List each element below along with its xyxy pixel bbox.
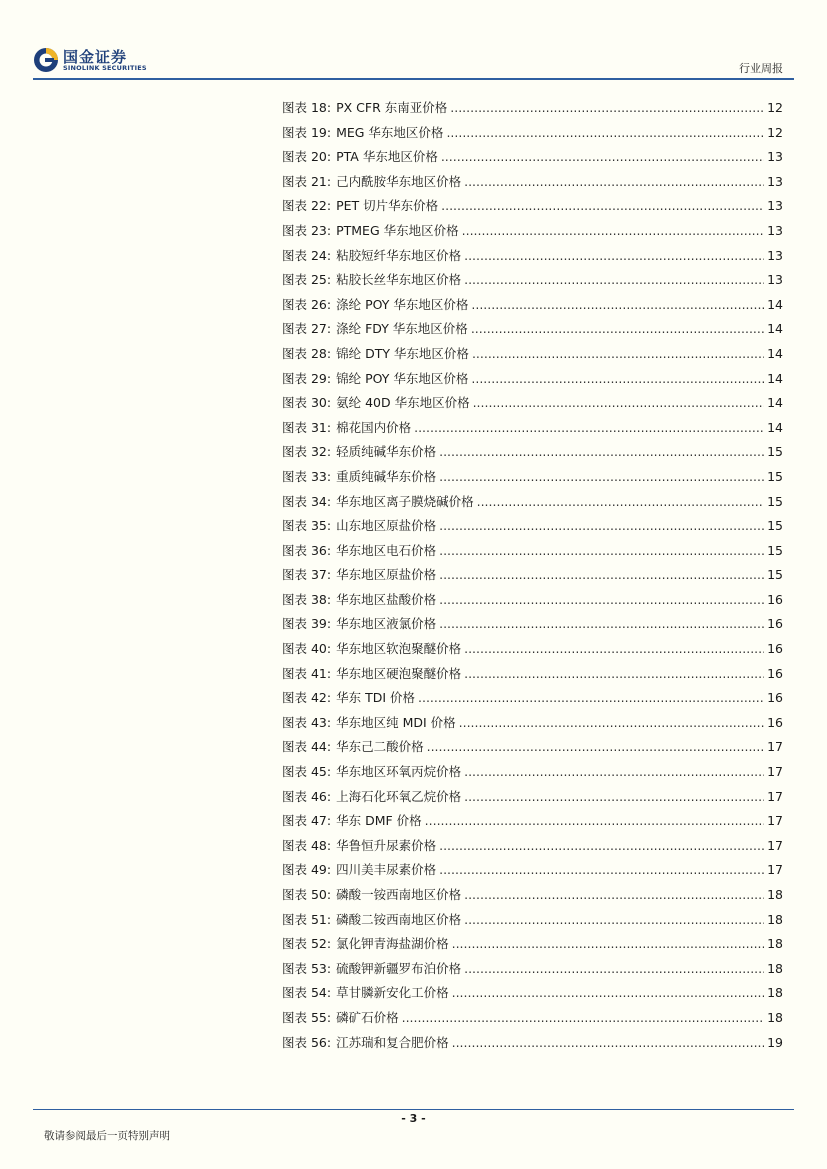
toc-entry-page: 16 bbox=[767, 591, 783, 607]
toc-entry[interactable] bbox=[282, 1033, 783, 1058]
toc-dot-leader bbox=[441, 198, 764, 213]
toc-entry-title: 华东地区环氧丙烷价格 bbox=[336, 764, 462, 780]
toc-entry[interactable] bbox=[282, 172, 783, 197]
toc-entry-title: 草甘膦新安化工价格 bbox=[336, 985, 449, 1001]
toc-entry-page: 17 bbox=[767, 739, 783, 755]
toc-dot-leader bbox=[464, 912, 764, 927]
toc-dot-leader bbox=[439, 543, 764, 558]
toc-entry[interactable] bbox=[282, 983, 783, 1008]
page-number: - 3 - bbox=[401, 1112, 426, 1125]
toc-dot-leader bbox=[439, 567, 764, 582]
toc-entry-number: 图表 33: bbox=[282, 468, 332, 484]
toc-dot-leader bbox=[464, 641, 764, 656]
toc-entry-page: 14 bbox=[767, 321, 783, 337]
toc-dot-leader bbox=[477, 494, 764, 509]
toc-entry-page: 14 bbox=[767, 419, 783, 435]
toc-entry-title: 华东 DMF 价格 bbox=[336, 813, 422, 829]
toc-entry[interactable] bbox=[282, 147, 783, 172]
toc-entry[interactable] bbox=[282, 934, 783, 959]
toc-entry-page: 17 bbox=[767, 862, 783, 878]
toc-entry[interactable] bbox=[282, 442, 783, 467]
toc-entry-number: 图表 49: bbox=[282, 862, 332, 878]
toc-entry[interactable] bbox=[282, 196, 783, 221]
toc-entry-title: 锦纶 POY 华东地区价格 bbox=[336, 370, 469, 386]
toc-entry-page: 15 bbox=[767, 518, 783, 534]
report-type-label: 行业周报 bbox=[739, 62, 783, 75]
toc-entry-page: 15 bbox=[767, 468, 783, 484]
toc-entry-number: 图表 36: bbox=[282, 542, 332, 558]
toc-dot-leader bbox=[418, 690, 764, 705]
toc-entry-title: PTMEG 华东地区价格 bbox=[336, 222, 459, 238]
toc-entry-number: 图表 28: bbox=[282, 345, 332, 361]
toc-dot-leader bbox=[452, 985, 764, 1000]
toc-entry-title: PET 切片华东价格 bbox=[336, 198, 439, 214]
toc-entry-title: 己内酰胺华东地区价格 bbox=[336, 173, 462, 189]
toc-entry-label bbox=[282, 1008, 399, 1026]
toc-entry-title: 粘胶短纤华东地区价格 bbox=[336, 247, 462, 263]
toc-entry-page: 18 bbox=[767, 985, 783, 1001]
logo-chinese-name: 国金证券 bbox=[63, 48, 128, 66]
toc-entry-page: 15 bbox=[767, 493, 783, 509]
toc-entry[interactable] bbox=[282, 98, 783, 123]
toc-entry-label bbox=[282, 688, 415, 706]
toc-entry-page: 18 bbox=[767, 960, 783, 976]
toc-entry-number: 图表 50: bbox=[282, 887, 332, 902]
toc-entry-number: 图表 56: bbox=[282, 1034, 332, 1050]
toc-entry-title: 粘胶长丝华东地区价格 bbox=[336, 272, 462, 288]
toc-entry-number: 图表 18: bbox=[282, 100, 332, 115]
toc-entry-page: 18 bbox=[767, 936, 783, 952]
toc-dot-leader bbox=[471, 321, 764, 336]
toc-entry-title: 棉花国内价格 bbox=[336, 419, 412, 435]
toc-entry-page: 13 bbox=[767, 247, 783, 263]
toc-dot-leader bbox=[439, 616, 764, 631]
toc-entry-label bbox=[282, 393, 470, 411]
toc-dot-leader bbox=[439, 862, 764, 877]
toc-entry[interactable] bbox=[282, 467, 783, 492]
toc-entry-page: 15 bbox=[767, 567, 783, 583]
toc-dot-leader bbox=[472, 346, 764, 361]
toc-entry-title: MEG 华东地区价格 bbox=[336, 124, 444, 140]
toc-dot-leader bbox=[450, 100, 764, 115]
toc-entry-number: 图表 44: bbox=[282, 739, 332, 755]
toc-entry-title: 硫酸钾新疆罗布泊价格 bbox=[336, 960, 462, 976]
toc-entry-title: 华东地区原盐价格 bbox=[336, 567, 437, 583]
toc-dot-leader bbox=[452, 1035, 764, 1050]
toc-entry-title: 上海石化环氧乙烷价格 bbox=[336, 788, 462, 804]
toc-entry-page: 17 bbox=[767, 764, 783, 780]
toc-entry-page: 16 bbox=[767, 665, 783, 681]
toc-entry-title: 华东 TDI 价格 bbox=[336, 690, 415, 706]
toc-entry-title: 华东地区盐酸价格 bbox=[336, 591, 437, 607]
toc-entry[interactable] bbox=[282, 541, 783, 566]
toc-entry-label bbox=[282, 467, 436, 485]
toc-entry-title: PTA 华东地区价格 bbox=[336, 149, 438, 165]
toc-entry-label bbox=[282, 713, 456, 731]
toc-entry[interactable] bbox=[282, 369, 783, 394]
figure-index-list bbox=[282, 98, 783, 1057]
toc-dot-leader bbox=[441, 149, 764, 164]
toc-entry-page: 17 bbox=[767, 837, 783, 853]
toc-dot-leader bbox=[464, 248, 764, 263]
toc-entry-page: 13 bbox=[767, 149, 783, 165]
toc-entry[interactable] bbox=[282, 811, 783, 836]
toc-entry-number: 图表 25: bbox=[282, 272, 332, 288]
disclaimer-text: 敬请参阅最后一页特别声明 bbox=[44, 1130, 170, 1142]
toc-entry-number: 图表 47: bbox=[282, 813, 332, 829]
toc-dot-leader bbox=[439, 444, 764, 459]
toc-entry[interactable] bbox=[282, 860, 783, 885]
toc-entry-number: 图表 24: bbox=[282, 247, 332, 263]
toc-entry-title: PX CFR 东南亚价格 bbox=[336, 100, 448, 115]
toc-entry-label bbox=[282, 270, 461, 288]
toc-entry-number: 图表 41: bbox=[282, 665, 332, 681]
toc-entry-number: 图表 30: bbox=[282, 395, 332, 411]
toc-entry-page: 18 bbox=[767, 1009, 783, 1025]
header-divider bbox=[33, 78, 794, 80]
toc-entry-label bbox=[282, 492, 474, 510]
toc-entry-page: 13 bbox=[767, 198, 783, 214]
toc-dot-leader bbox=[459, 715, 764, 730]
toc-entry-page: 13 bbox=[767, 272, 783, 288]
toc-dot-leader bbox=[464, 764, 764, 779]
toc-entry-number: 图表 23: bbox=[282, 222, 332, 238]
toc-entry-number: 图表 53: bbox=[282, 960, 332, 976]
toc-entry-title: 江苏瑞和复合肥价格 bbox=[336, 1034, 449, 1050]
toc-entry-label bbox=[282, 639, 461, 657]
toc-entry-number: 图表 20: bbox=[282, 149, 332, 165]
toc-entry[interactable] bbox=[282, 319, 783, 344]
toc-dot-leader bbox=[464, 887, 764, 902]
logo-english-name: SINOLINK SECURITIES bbox=[63, 64, 147, 72]
toc-entry-title: 涤纶 POY 华东地区价格 bbox=[336, 296, 469, 312]
toc-entry[interactable] bbox=[282, 910, 783, 935]
toc-entry[interactable] bbox=[282, 246, 783, 271]
toc-entry-label bbox=[282, 885, 461, 903]
toc-entry-page: 16 bbox=[767, 714, 783, 730]
toc-entry[interactable] bbox=[282, 418, 783, 443]
toc-entry[interactable] bbox=[282, 836, 783, 861]
toc-dot-leader bbox=[464, 666, 764, 681]
toc-entry-page: 12 bbox=[767, 124, 783, 140]
toc-entry-number: 图表 52: bbox=[282, 936, 332, 952]
toc-entry[interactable] bbox=[282, 737, 783, 762]
toc-dot-leader bbox=[446, 125, 764, 140]
toc-entry-page: 18 bbox=[767, 911, 783, 927]
toc-entry-number: 图表 38: bbox=[282, 591, 332, 607]
toc-entry-number: 图表 27: bbox=[282, 321, 332, 337]
toc-entry-number: 图表 34: bbox=[282, 493, 332, 509]
toc-entry[interactable] bbox=[282, 787, 783, 812]
toc-entry-title: 华东地区纯 MDI 价格 bbox=[336, 714, 456, 730]
toc-entry[interactable] bbox=[282, 344, 783, 369]
toc-dot-leader bbox=[439, 518, 764, 533]
toc-dot-leader bbox=[439, 469, 764, 484]
toc-entry-number: 图表 32: bbox=[282, 444, 332, 460]
toc-entry-label bbox=[282, 664, 461, 682]
toc-entry-label bbox=[282, 836, 436, 854]
toc-entry-page: 13 bbox=[767, 222, 783, 238]
toc-entry[interactable] bbox=[282, 295, 783, 320]
toc-entry-page: 14 bbox=[767, 395, 783, 411]
toc-entry-number: 图表 42: bbox=[282, 690, 332, 706]
toc-entry-page: 16 bbox=[767, 690, 783, 706]
toc-entry-label bbox=[282, 344, 469, 362]
toc-entry-title: 氯化钾青海盐湖价格 bbox=[336, 936, 449, 952]
toc-entry-label bbox=[282, 983, 449, 1001]
toc-entry-number: 图表 35: bbox=[282, 518, 332, 534]
toc-entry-number: 图表 22: bbox=[282, 198, 332, 214]
toc-entry[interactable] bbox=[282, 885, 783, 910]
toc-entry[interactable] bbox=[282, 713, 783, 738]
toc-entry-title: 山东地区原盐价格 bbox=[336, 518, 437, 534]
toc-entry-page: 17 bbox=[767, 813, 783, 829]
toc-entry-page: 19 bbox=[767, 1034, 783, 1050]
toc-entry-label bbox=[282, 418, 411, 436]
sinolink-logo-icon bbox=[33, 47, 59, 73]
toc-entry[interactable] bbox=[282, 959, 783, 984]
toc-entry[interactable] bbox=[282, 516, 783, 541]
toc-dot-leader bbox=[464, 174, 764, 189]
toc-entry[interactable] bbox=[282, 590, 783, 615]
toc-entry-label bbox=[282, 98, 447, 116]
toc-entry[interactable] bbox=[282, 123, 783, 148]
toc-entry-label bbox=[282, 1033, 449, 1051]
toc-entry-number: 图表 19: bbox=[282, 124, 332, 140]
toc-entry-number: 图表 29: bbox=[282, 370, 332, 386]
toc-entry[interactable] bbox=[282, 492, 783, 517]
toc-entry-title: 磷矿石价格 bbox=[336, 1009, 399, 1025]
toc-entry-label bbox=[282, 246, 461, 264]
toc-entry-title: 华东地区软泡聚醚价格 bbox=[336, 641, 462, 657]
toc-entry[interactable] bbox=[282, 393, 783, 418]
toc-entry-label bbox=[282, 147, 438, 165]
toc-entry-title: 氨纶 40D 华东地区价格 bbox=[336, 395, 470, 411]
toc-entry-label bbox=[282, 516, 436, 534]
toc-entry-number: 图表 26: bbox=[282, 296, 332, 312]
toc-dot-leader bbox=[471, 371, 764, 386]
toc-dot-leader bbox=[427, 739, 764, 754]
toc-entry-label bbox=[282, 959, 461, 977]
toc-entry-number: 图表 51: bbox=[282, 911, 332, 927]
toc-entry-title: 华东地区液氯价格 bbox=[336, 616, 437, 632]
toc-entry-number: 图表 39: bbox=[282, 616, 332, 632]
toc-entry-title: 磷酸二铵西南地区价格 bbox=[336, 911, 462, 927]
toc-dot-leader bbox=[464, 272, 764, 287]
toc-entry-title: 四川美丰尿素价格 bbox=[336, 862, 437, 878]
toc-entry-label bbox=[282, 614, 436, 632]
toc-entry-label bbox=[282, 295, 468, 313]
toc-entry-label bbox=[282, 737, 424, 755]
toc-entry-title: 锦纶 DTY 华东地区价格 bbox=[336, 345, 469, 361]
toc-entry-page: 14 bbox=[767, 370, 783, 386]
toc-entry-label bbox=[282, 319, 468, 337]
toc-entry-page: 17 bbox=[767, 788, 783, 804]
toc-dot-leader bbox=[473, 395, 765, 410]
footer-divider bbox=[33, 1109, 794, 1110]
toc-dot-leader bbox=[402, 1010, 764, 1025]
toc-entry-number: 图表 48: bbox=[282, 837, 332, 853]
toc-entry[interactable] bbox=[282, 1008, 783, 1033]
toc-entry-title: 涤纶 FDY 华东地区价格 bbox=[336, 321, 468, 337]
toc-dot-leader bbox=[462, 223, 764, 238]
toc-entry-label bbox=[282, 934, 449, 952]
toc-entry[interactable] bbox=[282, 762, 783, 787]
toc-entry-page: 12 bbox=[767, 100, 783, 115]
toc-entry-page: 14 bbox=[767, 296, 783, 312]
toc-entry-title: 磷酸一铵西南地区价格 bbox=[336, 887, 462, 902]
toc-dot-leader bbox=[464, 789, 764, 804]
toc-entry-label bbox=[282, 565, 436, 583]
toc-entry-page: 13 bbox=[767, 173, 783, 189]
toc-entry-title: 华东地区离子膜烧碱价格 bbox=[336, 493, 474, 509]
toc-dot-leader bbox=[439, 838, 764, 853]
toc-entry-number: 图表 46: bbox=[282, 788, 332, 804]
toc-dot-leader bbox=[414, 420, 764, 435]
toc-entry-number: 图表 45: bbox=[282, 764, 332, 780]
toc-entry-title: 轻质纯碱华东价格 bbox=[336, 444, 437, 460]
toc-entry-label bbox=[282, 860, 436, 878]
toc-entry-title: 华东地区电石价格 bbox=[336, 542, 437, 558]
toc-entry-label bbox=[282, 762, 461, 780]
toc-entry-title: 重质纯碱华东价格 bbox=[336, 468, 437, 484]
toc-entry[interactable] bbox=[282, 639, 783, 664]
toc-entry-title: 华鲁恒升尿素价格 bbox=[336, 837, 437, 853]
toc-entry-page: 15 bbox=[767, 542, 783, 558]
toc-entry-label bbox=[282, 910, 461, 928]
toc-entry-number: 图表 55: bbox=[282, 1009, 332, 1025]
toc-entry-label bbox=[282, 590, 436, 608]
toc-entry-label bbox=[282, 541, 436, 559]
toc-entry-number: 图表 43: bbox=[282, 714, 332, 730]
toc-entry[interactable] bbox=[282, 270, 783, 295]
toc-entry-page: 16 bbox=[767, 641, 783, 657]
toc-dot-leader bbox=[439, 592, 764, 607]
toc-entry-number: 图表 40: bbox=[282, 641, 332, 657]
toc-entry[interactable] bbox=[282, 664, 783, 689]
toc-entry[interactable] bbox=[282, 614, 783, 639]
toc-entry[interactable] bbox=[282, 688, 783, 713]
toc-entry[interactable] bbox=[282, 565, 783, 590]
toc-entry-title: 华东地区硬泡聚醚价格 bbox=[336, 665, 462, 681]
toc-dot-leader bbox=[471, 297, 764, 312]
toc-entry-label bbox=[282, 811, 422, 829]
toc-entry-label bbox=[282, 221, 459, 239]
toc-entry-number: 图表 37: bbox=[282, 567, 332, 583]
toc-entry-number: 图表 54: bbox=[282, 985, 332, 1001]
toc-entry-page: 15 bbox=[767, 444, 783, 460]
toc-entry-page: 14 bbox=[767, 345, 783, 361]
toc-entry-label bbox=[282, 123, 443, 141]
toc-entry-label bbox=[282, 172, 461, 190]
toc-entry-number: 图表 21: bbox=[282, 173, 332, 189]
toc-entry[interactable] bbox=[282, 221, 783, 246]
toc-entry-title: 华东己二酸价格 bbox=[336, 739, 424, 755]
toc-entry-page: 18 bbox=[767, 887, 783, 902]
toc-entry-number: 图表 31: bbox=[282, 419, 332, 435]
toc-entry-label bbox=[282, 369, 468, 387]
toc-dot-leader bbox=[425, 813, 764, 828]
toc-dot-leader bbox=[464, 961, 764, 976]
toc-entry-label bbox=[282, 196, 438, 214]
toc-entry-label bbox=[282, 442, 436, 460]
toc-entry-page: 16 bbox=[767, 616, 783, 632]
toc-entry-label bbox=[282, 787, 461, 805]
toc-dot-leader bbox=[452, 936, 764, 951]
